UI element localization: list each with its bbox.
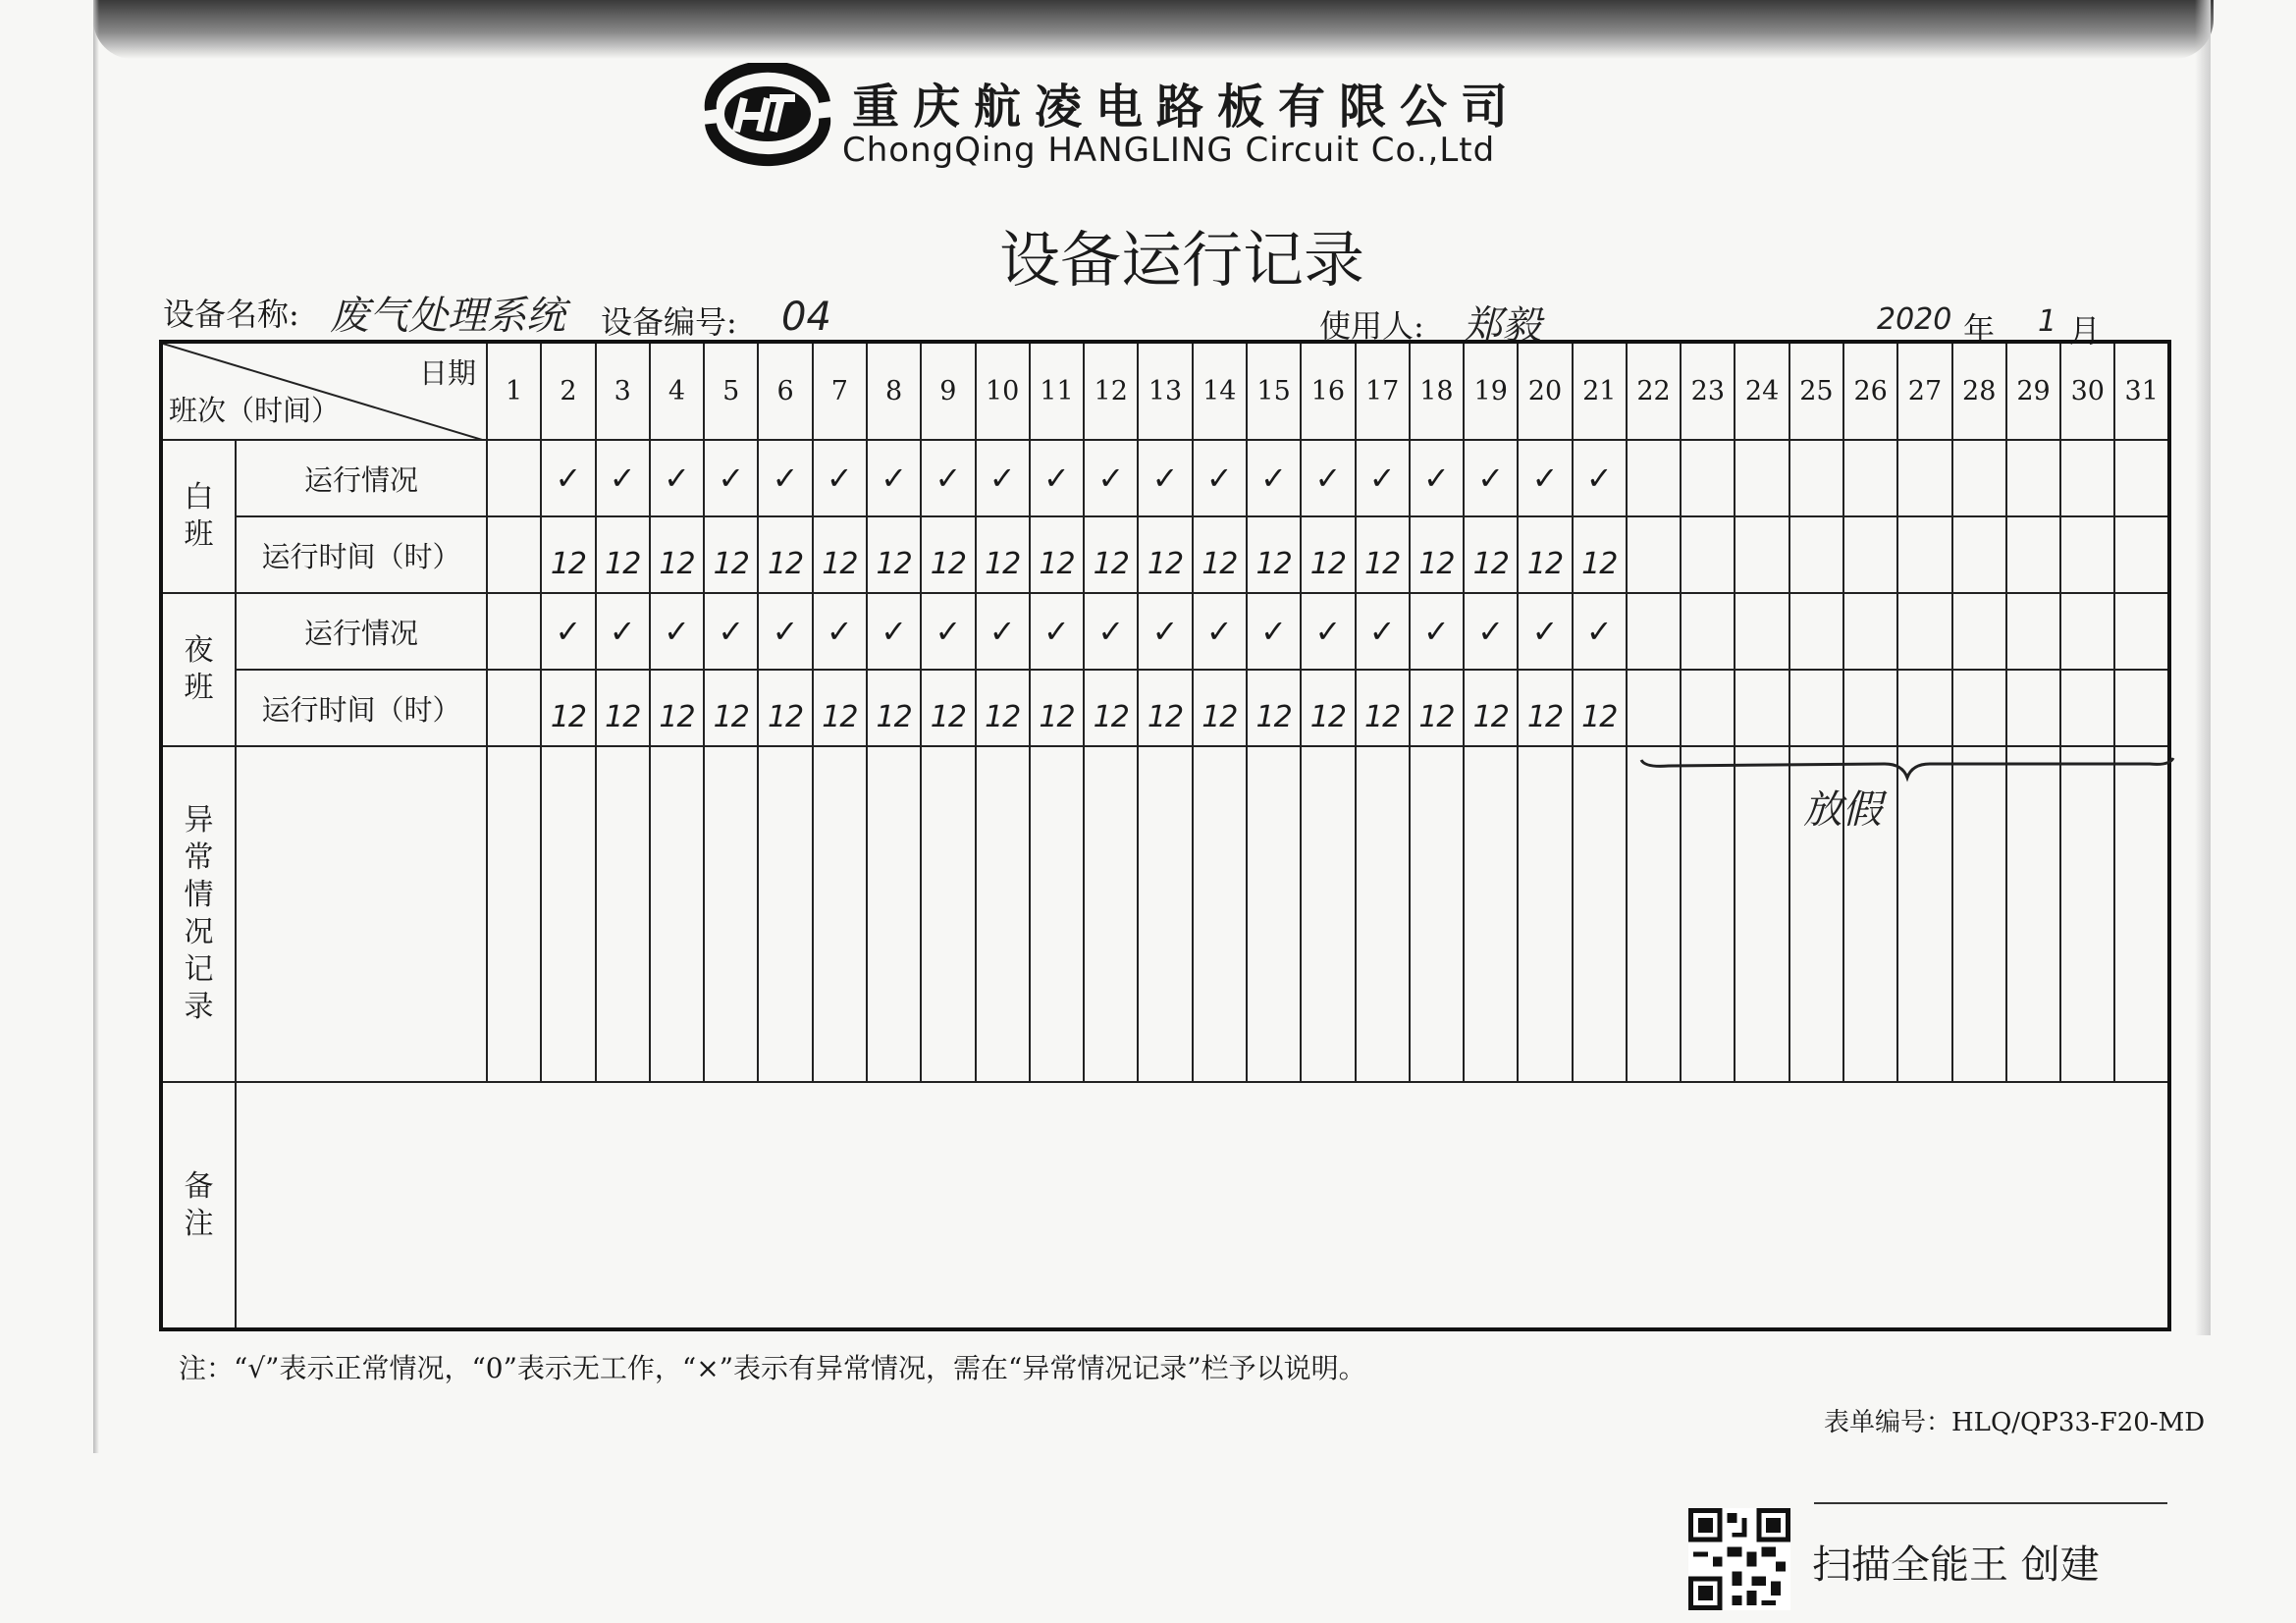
night-hours-cell-21: 12 — [1573, 670, 1627, 746]
scanner-divider — [1814, 1502, 2167, 1504]
day-hours-cell-14: 12 — [1193, 516, 1247, 593]
anomaly-cell-9 — [921, 746, 975, 1082]
day-status-cell-12: ✓ — [1084, 440, 1138, 516]
night-hours-cell-5: 12 — [704, 670, 758, 746]
day-shift-status-row — [161, 440, 2169, 516]
equipment-name-label: 设备名称: — [163, 296, 299, 333]
form-code: 表单编号：HLQ/QP33-F20-MD — [1824, 1408, 2206, 1437]
night-status-cell-23 — [1681, 593, 1735, 670]
night-status-cell-25 — [1789, 593, 1843, 670]
remarks-row — [161, 1082, 2169, 1329]
night-shift-label: 夜班 — [184, 633, 214, 705]
anomaly-cell-31 — [2114, 746, 2169, 1082]
day-hours-cell-6: 12 — [758, 516, 812, 593]
day-header-10: 10 — [976, 342, 1030, 440]
night-status-cell-21: ✓ — [1573, 593, 1627, 670]
corner-date-label: 日期 — [418, 356, 476, 390]
night-status-cell-11: ✓ — [1030, 593, 1084, 670]
day-header-24: 24 — [1735, 342, 1789, 440]
table-header-row — [161, 342, 2169, 440]
night-hours-label: 运行时间（时） — [236, 670, 487, 746]
night-hours-cell-12: 12 — [1084, 670, 1138, 746]
day-header-5: 5 — [704, 342, 758, 440]
night-status-cell-26 — [1843, 593, 1897, 670]
day-shift-label-cell — [161, 440, 236, 593]
day-status-cell-3: ✓ — [596, 440, 650, 516]
day-status-cell-7: ✓ — [813, 440, 867, 516]
day-hours-cell-23 — [1681, 516, 1735, 593]
day-header-7: 7 — [813, 342, 867, 440]
night-hours-cell-25 — [1789, 670, 1843, 746]
company-logo-icon — [701, 63, 834, 167]
day-status-cell-15: ✓ — [1247, 440, 1301, 516]
legend-footnote: 注：“√”表示正常情况，“0”表示无工作，“×”表示有异常情况，需在“异常情况记录”栏予以说明。 — [179, 1352, 1366, 1384]
day-status-cell-10: ✓ — [976, 440, 1030, 516]
corner-shift-label: 班次（时间） — [169, 394, 341, 427]
anomaly-label-cell — [161, 746, 236, 1082]
month-value: 1 — [2038, 304, 2057, 339]
day-hours-cell-1 — [487, 516, 541, 593]
day-status-cell-23 — [1681, 440, 1735, 516]
day-header-25: 25 — [1789, 342, 1843, 440]
day-hours-cell-4: 12 — [650, 516, 704, 593]
anomaly-cell-23 — [1681, 746, 1735, 1082]
day-header-15: 15 — [1247, 342, 1301, 440]
night-hours-cell-23 — [1681, 670, 1735, 746]
equipment-name-value: 废气处理系统 — [330, 294, 565, 339]
day-header-19: 19 — [1464, 342, 1518, 440]
day-status-cell-31 — [2114, 440, 2169, 516]
day-hours-cell-19: 12 — [1464, 516, 1518, 593]
anomaly-cell-7 — [813, 746, 867, 1082]
night-hours-cell-22 — [1627, 670, 1681, 746]
night-status-cell-7: ✓ — [813, 593, 867, 670]
night-status-cell-15: ✓ — [1247, 593, 1301, 670]
anomaly-label: 异常情况记录 — [184, 803, 214, 1024]
day-header-23: 23 — [1681, 342, 1735, 440]
night-status-cell-29 — [2006, 593, 2060, 670]
anomaly-cell-29 — [2006, 746, 2060, 1082]
remarks-label-cell — [161, 1082, 236, 1329]
night-shift-label-cell — [161, 593, 236, 746]
night-status-cell-20: ✓ — [1518, 593, 1572, 670]
anomaly-blank-cell — [236, 746, 487, 1082]
day-header-26: 26 — [1843, 342, 1897, 440]
anomaly-cell-28 — [1952, 746, 2006, 1082]
company-name-en: ChongQing HANGLING Circuit Co.,Ltd — [842, 131, 1496, 170]
night-hours-cell-11: 12 — [1030, 670, 1084, 746]
equipment-number-label: 设备编号: — [601, 303, 737, 341]
day-status-cell-16: ✓ — [1301, 440, 1355, 516]
day-status-cell-5: ✓ — [704, 440, 758, 516]
day-hours-cell-9: 12 — [921, 516, 975, 593]
day-hours-cell-27 — [1897, 516, 1951, 593]
day-status-cell-22 — [1627, 440, 1681, 516]
anomaly-cell-21 — [1573, 746, 1627, 1082]
user-value: 郑毅 — [1463, 303, 1541, 349]
night-hours-cell-10: 12 — [976, 670, 1030, 746]
night-status-cell-1 — [487, 593, 541, 670]
night-hours-cell-30 — [2060, 670, 2114, 746]
day-hours-cell-26 — [1843, 516, 1897, 593]
equipment-number-value: 04 — [781, 295, 831, 340]
anomaly-cell-4 — [650, 746, 704, 1082]
night-hours-cell-3: 12 — [596, 670, 650, 746]
night-status-cell-19: ✓ — [1464, 593, 1518, 670]
night-status-cell-2: ✓ — [541, 593, 595, 670]
day-header-4: 4 — [650, 342, 704, 440]
day-header-22: 22 — [1627, 342, 1681, 440]
anomaly-cell-3 — [596, 746, 650, 1082]
night-status-cell-28 — [1952, 593, 2006, 670]
night-hours-cell-19: 12 — [1464, 670, 1518, 746]
night-status-cell-8: ✓ — [867, 593, 921, 670]
day-header-6: 6 — [758, 342, 812, 440]
night-status-cell-5: ✓ — [704, 593, 758, 670]
day-status-cell-24 — [1735, 440, 1789, 516]
day-hours-cell-2: 12 — [541, 516, 595, 593]
day-status-cell-28 — [1952, 440, 2006, 516]
day-header-14: 14 — [1193, 342, 1247, 440]
paper-left-edge — [93, 0, 99, 1453]
day-header-28: 28 — [1952, 342, 2006, 440]
night-status-cell-24 — [1735, 593, 1789, 670]
company-name-cn: 重庆航凌电路板有限公司 — [852, 80, 1522, 135]
night-hours-cell-18: 12 — [1410, 670, 1464, 746]
day-header-1: 1 — [487, 342, 541, 440]
day-hours-cell-20: 12 — [1518, 516, 1572, 593]
day-hours-cell-11: 12 — [1030, 516, 1084, 593]
night-status-cell-6: ✓ — [758, 593, 812, 670]
anomaly-cell-16 — [1301, 746, 1355, 1082]
scan-top-shadow — [93, 0, 2214, 59]
night-status-cell-12: ✓ — [1084, 593, 1138, 670]
anomaly-cell-6 — [758, 746, 812, 1082]
day-hours-cell-7: 12 — [813, 516, 867, 593]
day-header-12: 12 — [1084, 342, 1138, 440]
anomaly-cell-27 — [1897, 746, 1951, 1082]
day-header-2: 2 — [541, 342, 595, 440]
day-status-cell-11: ✓ — [1030, 440, 1084, 516]
user-label: 使用人: — [1319, 307, 1424, 345]
night-hours-cell-17: 12 — [1356, 670, 1410, 746]
day-status-cell-2: ✓ — [541, 440, 595, 516]
anomaly-cell-5 — [704, 746, 758, 1082]
day-shift-hours-row — [161, 516, 2169, 593]
night-hours-cell-8: 12 — [867, 670, 921, 746]
night-status-cell-4: ✓ — [650, 593, 704, 670]
day-status-cell-14: ✓ — [1193, 440, 1247, 516]
day-hours-cell-5: 12 — [704, 516, 758, 593]
day-status-cell-26 — [1843, 440, 1897, 516]
night-hours-cell-2: 12 — [541, 670, 595, 746]
day-header-27: 27 — [1897, 342, 1951, 440]
day-status-cell-13: ✓ — [1138, 440, 1192, 516]
day-status-cell-18: ✓ — [1410, 440, 1464, 516]
night-hours-cell-15: 12 — [1247, 670, 1301, 746]
night-hours-cell-13: 12 — [1138, 670, 1192, 746]
scanner-watermark: 扫描全能王 创建 — [1812, 1542, 2100, 1588]
night-shift-status-row — [161, 593, 2169, 670]
night-hours-cell-31 — [2114, 670, 2169, 746]
night-status-label: 运行情况 — [236, 593, 487, 670]
day-status-cell-4: ✓ — [650, 440, 704, 516]
qr-code-icon — [1688, 1508, 1790, 1610]
day-hours-cell-10: 12 — [976, 516, 1030, 593]
night-status-cell-22 — [1627, 593, 1681, 670]
night-hours-cell-24 — [1735, 670, 1789, 746]
year-label: 年 — [1963, 310, 1996, 348]
day-hours-cell-31 — [2114, 516, 2169, 593]
night-hours-cell-7: 12 — [813, 670, 867, 746]
night-hours-cell-6: 12 — [758, 670, 812, 746]
night-shift-hours-row — [161, 670, 2169, 746]
anomaly-cell-14 — [1193, 746, 1247, 1082]
day-status-cell-19: ✓ — [1464, 440, 1518, 516]
corner-header-cell — [161, 342, 487, 440]
night-status-cell-30 — [2060, 593, 2114, 670]
remarks-label: 备注 — [184, 1168, 214, 1241]
night-status-cell-9: ✓ — [921, 593, 975, 670]
day-status-cell-6: ✓ — [758, 440, 812, 516]
day-hours-cell-22 — [1627, 516, 1681, 593]
day-header-11: 11 — [1030, 342, 1084, 440]
night-hours-cell-27 — [1897, 670, 1951, 746]
day-hours-cell-18: 12 — [1410, 516, 1464, 593]
holiday-note: 放假 — [1803, 787, 1882, 833]
anomaly-cell-2 — [541, 746, 595, 1082]
day-hours-cell-16: 12 — [1301, 516, 1355, 593]
night-status-cell-16: ✓ — [1301, 593, 1355, 670]
anomaly-cell-1 — [487, 746, 541, 1082]
day-header-8: 8 — [867, 342, 921, 440]
anomaly-cell-19 — [1464, 746, 1518, 1082]
anomaly-cell-22 — [1627, 746, 1681, 1082]
night-hours-cell-29 — [2006, 670, 2060, 746]
day-status-cell-27 — [1897, 440, 1951, 516]
day-hours-cell-30 — [2060, 516, 2114, 593]
night-status-cell-27 — [1897, 593, 1951, 670]
anomaly-cell-15 — [1247, 746, 1301, 1082]
day-header-13: 13 — [1138, 342, 1192, 440]
day-hours-cell-15: 12 — [1247, 516, 1301, 593]
anomaly-cell-11 — [1030, 746, 1084, 1082]
day-shift-label: 白班 — [184, 480, 214, 552]
night-hours-cell-9: 12 — [921, 670, 975, 746]
anomaly-cell-12 — [1084, 746, 1138, 1082]
night-hours-cell-14: 12 — [1193, 670, 1247, 746]
day-hours-cell-17: 12 — [1356, 516, 1410, 593]
month-label: 月 — [2069, 312, 2102, 350]
night-status-cell-3: ✓ — [596, 593, 650, 670]
night-status-cell-14: ✓ — [1193, 593, 1247, 670]
anomaly-cell-10 — [976, 746, 1030, 1082]
day-status-cell-17: ✓ — [1356, 440, 1410, 516]
day-hours-cell-3: 12 — [596, 516, 650, 593]
day-header-9: 9 — [921, 342, 975, 440]
anomaly-cell-30 — [2060, 746, 2114, 1082]
anomaly-cell-20 — [1518, 746, 1572, 1082]
day-header-31: 31 — [2114, 342, 2169, 440]
anomaly-cell-24 — [1735, 746, 1789, 1082]
day-status-cell-30 — [2060, 440, 2114, 516]
night-status-cell-18: ✓ — [1410, 593, 1464, 670]
anomaly-cell-18 — [1410, 746, 1464, 1082]
night-hours-cell-16: 12 — [1301, 670, 1355, 746]
anomaly-cell-17 — [1356, 746, 1410, 1082]
day-header-29: 29 — [2006, 342, 2060, 440]
day-hours-cell-12: 12 — [1084, 516, 1138, 593]
day-status-cell-21: ✓ — [1573, 440, 1627, 516]
night-hours-cell-20: 12 — [1518, 670, 1572, 746]
anomaly-cell-13 — [1138, 746, 1192, 1082]
day-header-3: 3 — [596, 342, 650, 440]
day-header-16: 16 — [1301, 342, 1355, 440]
night-status-cell-17: ✓ — [1356, 593, 1410, 670]
holiday-brace-mark — [1639, 752, 2175, 791]
document-title: 设备运行记录 — [999, 224, 1365, 296]
day-header-21: 21 — [1573, 342, 1627, 440]
paper-right-edge — [2195, 0, 2211, 1335]
day-status-cell-8: ✓ — [867, 440, 921, 516]
day-header-17: 17 — [1356, 342, 1410, 440]
day-hours-cell-8: 12 — [867, 516, 921, 593]
day-hours-cell-21: 12 — [1573, 516, 1627, 593]
night-status-cell-31 — [2114, 593, 2169, 670]
day-status-cell-1 — [487, 440, 541, 516]
day-header-30: 30 — [2060, 342, 2114, 440]
year-value: 2020 — [1877, 302, 1952, 337]
day-status-cell-20: ✓ — [1518, 440, 1572, 516]
night-hours-cell-4: 12 — [650, 670, 704, 746]
day-hours-label: 运行时间（时） — [236, 516, 487, 593]
day-hours-cell-24 — [1735, 516, 1789, 593]
night-status-cell-10: ✓ — [976, 593, 1030, 670]
day-status-cell-9: ✓ — [921, 440, 975, 516]
day-status-cell-29 — [2006, 440, 2060, 516]
day-hours-cell-25 — [1789, 516, 1843, 593]
night-hours-cell-28 — [1952, 670, 2006, 746]
day-header-18: 18 — [1410, 342, 1464, 440]
operation-record-table — [159, 340, 2171, 1331]
day-hours-cell-29 — [2006, 516, 2060, 593]
anomaly-cell-8 — [867, 746, 921, 1082]
night-status-cell-13: ✓ — [1138, 593, 1192, 670]
day-hours-cell-13: 12 — [1138, 516, 1192, 593]
remarks-blank-cell — [236, 1082, 2169, 1329]
night-hours-cell-1 — [487, 670, 541, 746]
night-hours-cell-26 — [1843, 670, 1897, 746]
day-status-cell-25 — [1789, 440, 1843, 516]
day-hours-cell-28 — [1952, 516, 2006, 593]
day-status-label: 运行情况 — [236, 440, 487, 516]
day-header-20: 20 — [1518, 342, 1572, 440]
